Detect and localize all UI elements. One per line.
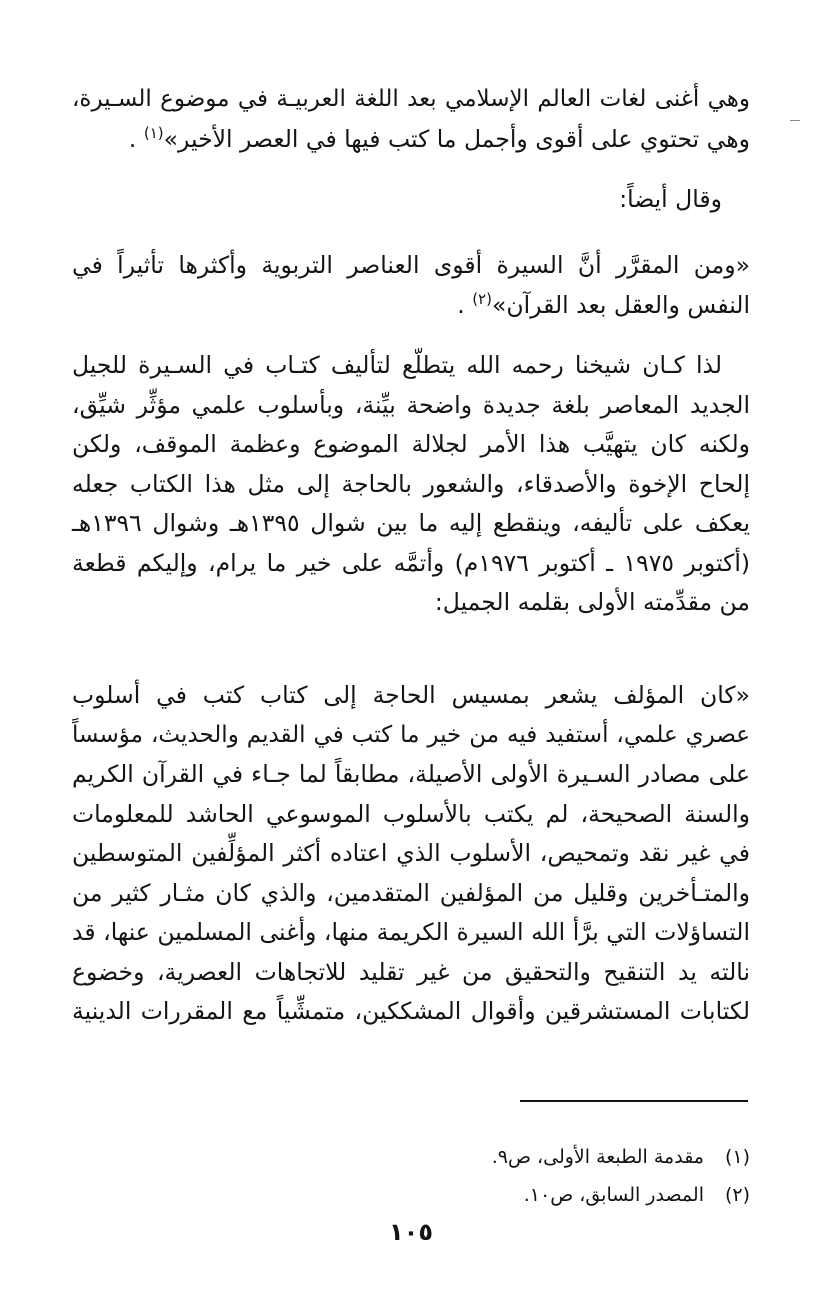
- text-line: لذا كـان شيخنا رحمه الله يتطلّع لتأليف كتـاب في السـيرة للجيل: [72, 351, 722, 379]
- text-line: وقال أيضاً:: [619, 185, 722, 213]
- text-line: إلحاح الإخوة والأصدقاء، والشعور بالحاجة إلى مثل هذا الكتاب جعله: [72, 469, 750, 498]
- paragraph-narrative: [72, 346, 750, 623]
- text-line: وهي تحتوي على أقوى وأجمل ما كتب فيها في العصر الأخير»$^{(١)}$ .: [128, 123, 750, 153]
- footnote-item: [492, 1176, 750, 1214]
- text-line: والمتـأخرين وقليل من المؤلفين المتقدمين، والذي كان مثـار كثير من: [72, 878, 750, 907]
- text-line: وهي أغنى لغات العالم الإسلامي بعد اللغة العربيـة في موضوع السـيرة،: [72, 86, 750, 112]
- footnote-number: (٢): [724, 1184, 750, 1206]
- paragraph-quote-sira: [72, 246, 750, 325]
- text-line: في غير نقد وتمحيص، الأسلوب الذي اعتاده أكثر المؤلِّفين المتوسطين: [72, 839, 750, 867]
- text-line: النفس والعقل بعد القرآن»$^{(٢)}$ .: [457, 289, 750, 319]
- footnote-text: المصدر السابق، ص١٠.: [523, 1184, 704, 1206]
- text-line: التساؤلات التي برَّأ الله السيرة الكريمة منها، وأغنى المسلمين عنها، قد: [72, 918, 750, 946]
- footnote-item: [492, 1138, 750, 1176]
- text-line: ولكنه كان يتهيَّب هذا الأمر لجلالة الموضوع وعظمة الموقف، ولكن: [72, 430, 750, 458]
- text-line: لكتابات المستشرقين وأقوال المشككين، متمشِّياً مع المقررات الدينية: [72, 997, 750, 1025]
- text-line: الجديد المعاصر بلغة جديدة واضحة بيِّنة، وبأسلوب علمي مؤثِّر شيِّق،: [72, 390, 750, 419]
- text-line: يعكف على تأليفه، وينقطع إليه ما بين شوال ١٣٩٥هـ وشوال ١٣٩٦هـ: [72, 509, 750, 537]
- text-line: «ومن المقرَّر أنَّ السيرة أقوى العناصر التربوية وأكثرها تأثيراً في: [72, 251, 750, 279]
- page-number: ١٠٥: [389, 1218, 433, 1246]
- footnotes: [492, 1138, 750, 1214]
- footnote-ref: (٢): [472, 289, 492, 308]
- paragraph-quote-continuation: [72, 80, 750, 159]
- text-line: نالته يد التنقيح والتحقيق من غير تقليد للاتجاهات العصرية، وخضوع: [72, 957, 750, 986]
- footnote-separator: [520, 1100, 748, 1102]
- footnote-text: مقدمة الطبعة الأولى، ص٩.: [491, 1146, 704, 1168]
- text-line: من مقدِّمته الأولى بقلمه الجميل:: [434, 588, 750, 616]
- text-line: «كان المؤلف يشعر بمسيس الحاجة إلى كتاب كتب في أسلوب: [72, 681, 750, 709]
- footnote-ref: (١): [143, 123, 164, 142]
- margin-mark: [790, 120, 800, 121]
- footnote-number: (١): [724, 1146, 750, 1168]
- paragraph-author-intro: [72, 676, 750, 1032]
- text-line: (أكتوبر ١٩٧٥ ـ أكتوبر ١٩٧٦م) وأتمَّه على خير ما يرام، وإليكم قطعة: [72, 548, 751, 577]
- text-line: على مصادر السـيرة الأولى الأصيلة، مطابقاً لما جـاء في القرآن الكريم: [72, 760, 750, 788]
- text-line: عصري علمي، أستفيد فيه من خير ما كتب في القديم والحديث، مؤسساً: [72, 721, 750, 748]
- text-line: والسنة الصحيحة، لم يكتب بالأسلوب الموسوعي الحاشد للمعلومات: [72, 799, 750, 828]
- paragraph-said-also: [72, 180, 750, 220]
